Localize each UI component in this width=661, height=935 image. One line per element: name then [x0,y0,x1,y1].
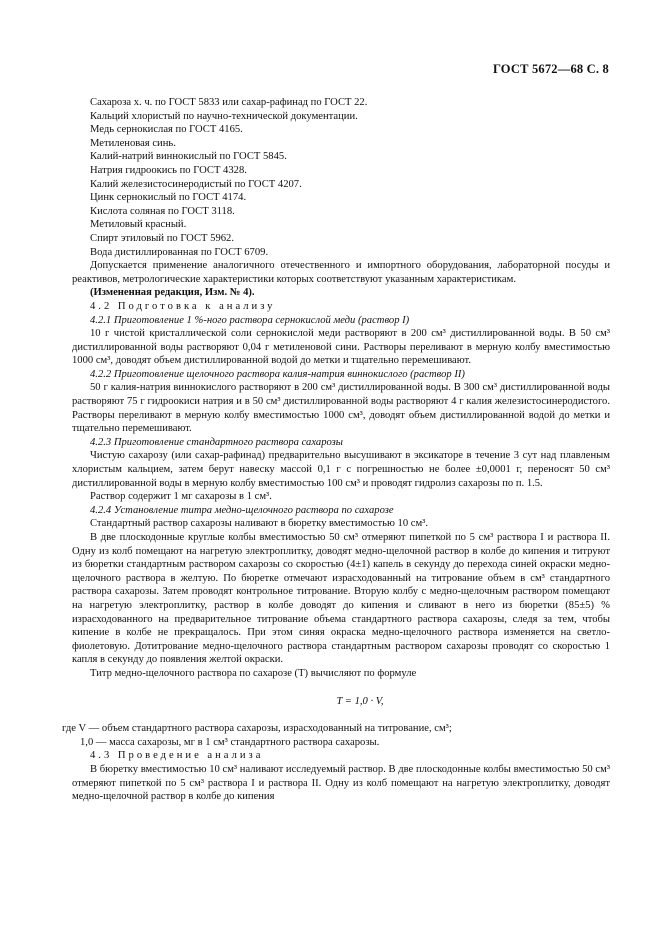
reagent-item: Метиленовая синь. [90,137,176,149]
section-4-2-4-text-1: Стандартный раствор сахарозы наливают в бюретку вместимостью 10 см³. [90,518,428,530]
section-4-2-title: 4.2 Подготовка к анализу [90,300,276,312]
section-4-2-3-note: Раствор содержит 1 мг сахарозы в 1 см³. [90,491,272,503]
reagent-item: Калий-натрий виннокислый по ГОСТ 5845. [90,151,287,163]
reagent-list [90,96,610,259]
document-body [62,96,610,804]
where-line-2: 1,0 — масса сахарозы, мг в 1 см³ стандартного раствора сахарозы. [80,736,380,748]
section-4-3-title: 4.3 Проведение анализа [90,750,264,762]
reagent-item: Калий железистосинеродистый по ГОСТ 4207. [90,178,302,190]
section-4-3-text: В бюретку вместимостью 10 см³ наливают исследуемый раствор. В две плоскодонные колбы вместимостью 50 см³ отмеряют пипеткой по 5 см³ раствора I и раствора II. Одну из колб помещают на нагретую электроплитку, доводят медно-щелочной раствор в колбе до кипения [72,763,610,803]
section-4-2-2-text: 50 г калия-натрия виннокислого растворяют в 200 см³ дистиллированной воды. В 300 см³ дистиллированной воды растворяют 75 г гидроокиси натрия и в 50 см³ дистиллированной воды растворяют 4 г калия железистосинеродистого. Растворы переливают в мерную колбу вместимостью 1000 см³, доводят объем дистиллированной водой до метки и тщательно перемешивают. [72,382,610,435]
section-4-2-4-title: 4.2.4 Установление титра медно-щелочного раствора по сахарозе [90,504,394,516]
reagent-item: Сахароза х. ч. по ГОСТ 5833 или сахар-рафинад по ГОСТ 22. [90,97,368,108]
section-4-2-3-text: Чистую сахарозу (или сахар-рафинад) предварительно высушивают в эксикаторе в течение 3 сут над плавленым хлористым кальцием, затем берут навеску массой 0,1 г с погрешностью не более ±0,0001 г, переносят 50 см³ дистиллированной воды в мерную колбу вместимостью 100 см³ и проводят гидролиз сахарозы по п. 1.5. [72,450,610,489]
section-4-2-4-text-2: В две плоскодонные круглые колбы вместимостью 50 см³ отмеряют пипеткой по 5 см³ раствора I и раствора II. Одну из колб помещают на нагретую электроплитку, доводят медно-щелочной раствор в колбе до кипения и титруют из бюретки стандартным раствором сахарозы со скоростью (4±1) капель в секунду до перехода синей окраски медно-щелочного раствора в желтую. По бюретке отмечают израсходованный на титрование объем в см³ стандартного раствора сахарозы. Затем проводят контрольное титрование. Вторую колбу с медно-щелочным раствором помещают на нагретую электроплитку, раствор в колбе доводят до кипения и сливают в него из бюретки (85±5) % израсходованного на предварительное титрование объема стандартного раствора сахарозы, следя за тем, чтобы кипение в колбе не прекращалось. При этом синяя окраска медно-щелочного раствора изменяется на светло-фиолетовую. Дотитрование медно-щелочного раствора стандартным раствором сахарозы проводят со скоростью 1 капля в секунду до появления желтой окраски. [72,532,610,666]
section-4-2-1-title: 4.2.1 Приготовление 1 %-ного раствора сернокислой меди (раствор I) [90,314,410,326]
reagent-item: Цинк сернокислый по ГОСТ 4174. [90,192,247,204]
reagent-item: Кальций хлористый по научно-технической документации. [90,110,358,122]
edition-note: (Измененная редакция, Изм. № 4). [90,287,255,299]
page-header: ГОСТ 5672—68 С. 8 [492,62,609,76]
reagent-item: Метиловый красный. [90,219,187,231]
formula: T = 1,0 · V, [336,695,384,707]
reagent-item: Вода дистиллированная по ГОСТ 6709. [90,246,269,258]
reagent-item: Натрия гидроокись по ГОСТ 4328. [90,164,247,176]
reagent-item: Медь сернокислая по ГОСТ 4165. [90,124,243,136]
reagent-item: Спирт этиловый по ГОСТ 5962. [90,232,234,244]
section-4-2-3-title: 4.2.3 Приготовление стандартного раствора сахарозы [90,436,343,448]
section-4-2-1-text: 10 г чистой кристаллической соли сернокислой меди растворяют в 200 см³ дистиллированной воды. В 50 см³ дистиллированной воды растворяют 0,04 г метиленовой сини. Растворы переливают в мерную колбу вместимостью 1000 см³, доводят объем дистиллированной водой до метки и тщательно перемешивают. [72,328,610,367]
allowance-paragraph: Допускается применение аналогичного отечественного и импортного оборудования, лабораторной посуды и реактивов, метрологические характеристики которых соответствуют указанным характеристикам. [72,260,610,285]
reagent-item: Кислота соляная по ГОСТ 3118. [90,205,235,217]
section-4-2-4-text-3: Титр медно-щелочного раствора по сахарозе (T) вычисляют по формуле [90,667,417,679]
where-line-1: где V — объем стандартного раствора сахарозы, израсходованный на титрование, см³; [62,723,452,735]
section-4-2-2-title: 4.2.2 Приготовление щелочного раствора калия-натрия виннокислого (раствор II) [90,368,465,380]
